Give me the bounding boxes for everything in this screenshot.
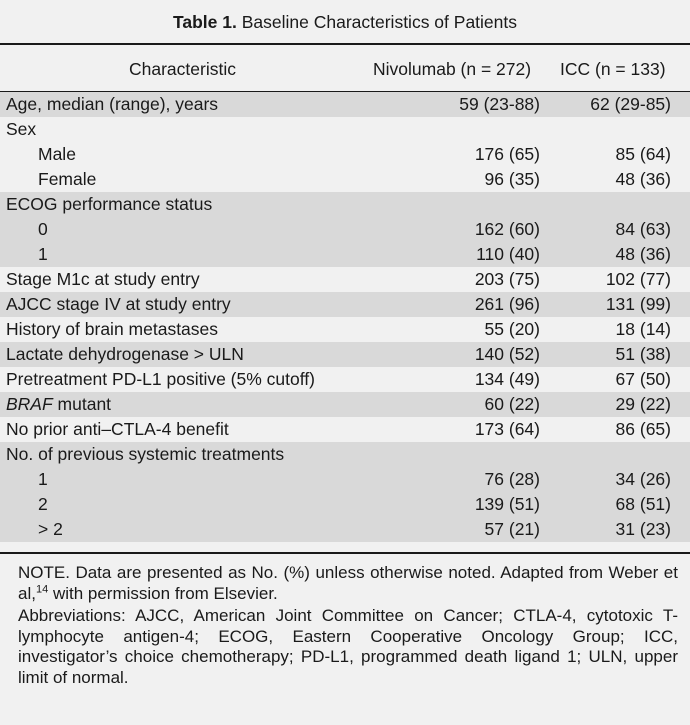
table-note [18, 563, 678, 604]
row-label: Male [38, 144, 76, 164]
bottom-rule [0, 552, 690, 554]
table-row [0, 292, 690, 317]
table-row [0, 167, 690, 192]
table-header [0, 48, 690, 90]
row-label: Stage M1c at study entry [6, 269, 200, 289]
icc-cell: 85 (64) [615, 144, 671, 164]
icc-cell: 131 (99) [605, 294, 671, 314]
row-label: 2 [38, 494, 48, 514]
row-label: > 2 [38, 519, 63, 539]
nivolumab-cell: 110 (40) [476, 244, 540, 264]
note-text: NOTE. Data are presented as No. (%) unless otherwise noted. Adapted from Weber et al, [18, 563, 678, 603]
icc-cell: 18 (14) [615, 319, 671, 339]
table-row [0, 217, 690, 242]
nivolumab-cell: 203 (75) [474, 269, 540, 289]
row-label: Sex [6, 119, 37, 139]
table-row [0, 367, 690, 392]
icc-cell: 67 (50) [615, 369, 671, 389]
row-label [6, 392, 111, 417]
row-label: History of brain metastases [6, 319, 219, 339]
row-label: No. of previous systemic treatments [6, 444, 285, 464]
abbreviations-note: Abbreviations: AJCC, American Joint Committee on Cancer; CTLA-4, cytotoxic T-lymphocyte antigen-4; ECOG, Eastern Cooperative Oncology Group; ICC, investigator’s choice chemotherapy; PD-L1, programmed death ligand 1; ULN, upper limit of normal. [18, 606, 678, 687]
table-row [0, 392, 690, 417]
icc-cell: 62 (29-85) [590, 94, 671, 114]
nivolumab-cell: 96 (35) [484, 169, 540, 189]
icc-cell: 29 (22) [615, 394, 671, 414]
icc-cell: 102 (77) [605, 269, 671, 289]
table-row [0, 442, 690, 467]
table-row [0, 92, 690, 117]
table-row [0, 117, 690, 142]
gene-name: BRAF [6, 394, 53, 414]
row-label: Age, median (range), years [6, 94, 219, 114]
table-number: Table 1. [172, 12, 237, 32]
table-row [0, 492, 690, 517]
table-row [0, 142, 690, 167]
icc-cell: 31 (23) [615, 519, 671, 539]
table-title: Baseline Characteristics of Patients [241, 12, 518, 32]
row-label: 1 [38, 469, 48, 489]
nivolumab-cell: 57 (21) [484, 519, 540, 539]
nivolumab-cell: 173 (64) [474, 419, 540, 439]
nivolumab-cell: 139 (51) [474, 494, 540, 514]
table-row [0, 267, 690, 292]
icc-cell: 48 (36) [615, 244, 671, 264]
header-characteristic: Characteristic [129, 59, 236, 79]
row-label: Female [38, 169, 97, 189]
nivolumab-cell: 134 (49) [474, 369, 540, 389]
top-rule [0, 43, 690, 45]
icc-cell: 86 (65) [615, 419, 671, 439]
reference-superscript: 14 [35, 582, 49, 595]
row-label: ECOG performance status [6, 194, 213, 214]
nivolumab-cell: 76 (28) [484, 469, 540, 489]
icc-cell: 84 (63) [615, 219, 671, 239]
row-label: Pretreatment PD-L1 positive (5% cutoff) [6, 369, 315, 389]
nivolumab-cell: 55 (20) [484, 319, 540, 339]
table-row [0, 242, 690, 267]
icc-cell: 34 (26) [615, 469, 671, 489]
icc-cell: 68 (51) [615, 494, 671, 514]
row-label-rest: mutant [52, 394, 112, 414]
nivolumab-cell: 140 (52) [474, 344, 540, 364]
nivolumab-cell: 261 (96) [474, 294, 540, 314]
table-row [0, 417, 690, 442]
note-text-end: with permission from Elsevier. [48, 583, 278, 603]
table-caption [0, 12, 690, 33]
table-body [0, 92, 690, 542]
nivolumab-cell: 59 (23-88) [459, 94, 540, 114]
row-label: Lactate dehydrogenase > ULN [6, 344, 244, 364]
icc-cell: 51 (38) [615, 344, 671, 364]
row-label: 0 [38, 219, 48, 239]
table-row [0, 517, 690, 542]
table-row [0, 317, 690, 342]
nivolumab-cell: 162 (60) [474, 219, 540, 239]
table-row [0, 192, 690, 217]
header-nivolumab: Nivolumab (n = 272) [373, 59, 532, 79]
table-row [0, 342, 690, 367]
table-row [0, 467, 690, 492]
nivolumab-cell: 60 (22) [484, 394, 540, 414]
header-icc: ICC (n = 133) [560, 59, 666, 79]
nivolumab-cell: 176 (65) [474, 144, 540, 164]
row-label: No prior anti–CTLA-4 benefit [6, 419, 229, 439]
icc-cell: 48 (36) [615, 169, 671, 189]
row-label: 1 [38, 244, 48, 264]
table-notes [18, 563, 678, 690]
row-label: AJCC stage IV at study entry [6, 294, 231, 314]
